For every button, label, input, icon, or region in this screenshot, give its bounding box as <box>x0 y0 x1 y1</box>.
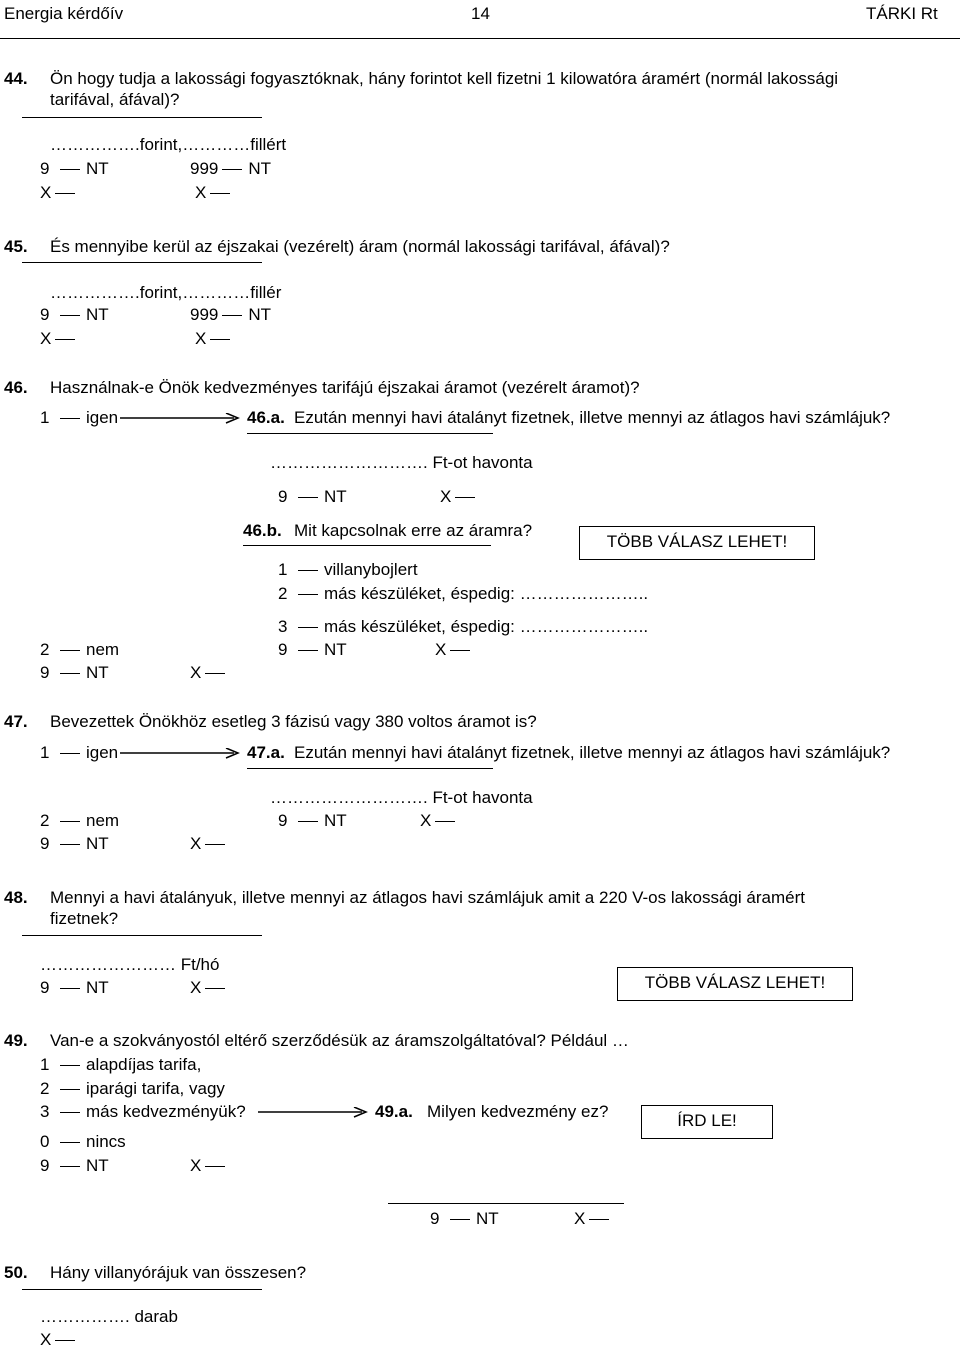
q44-nt999-label: NT <box>248 159 272 178</box>
q48-nt9-option[interactable] <box>40 978 109 998</box>
header-title: Energia kérdőív <box>4 4 124 23</box>
q46b-x-mark <box>435 640 476 660</box>
q49-text: Van-e a szokványostól eltérő szerződésük az áramszolgáltatóval? Például … <box>50 1031 629 1050</box>
x-mark: X <box>190 834 202 853</box>
q49a-nt9-label: NT <box>476 1209 499 1228</box>
q46a-nt9-label: NT <box>324 487 347 506</box>
q49-number: 49. <box>4 1031 28 1050</box>
q45-number: 45. <box>4 237 28 256</box>
q49-nt9-code: 9 <box>40 1156 50 1175</box>
q47a-x-mark <box>420 811 461 831</box>
q45-nt999-code: 999 <box>190 305 219 324</box>
x-mark: X <box>195 329 207 348</box>
q46b-multi-answer-badge: TÖBB VÁLASZ LEHET! <box>579 526 815 560</box>
q48-nt9-label: NT <box>86 978 109 997</box>
q49-opt2-code: 2 <box>40 1079 50 1098</box>
q49-option-iparagi[interactable] <box>40 1079 225 1099</box>
q46b-number: 46.b. <box>243 521 282 540</box>
q49-option-nincs[interactable] <box>40 1132 126 1152</box>
q49a-nt9-option[interactable] <box>430 1209 499 1229</box>
q45-nt9-code: 9 <box>40 305 50 324</box>
x-mark: X <box>190 1156 202 1175</box>
q45-underline <box>22 262 262 263</box>
q46-nt9-code: 9 <box>40 663 50 682</box>
q47-text: Bevezettek Önökhöz esetleg 3 fázisú vagy 380 voltos áramot is? <box>50 712 537 731</box>
header-org: TÁRKI Rt <box>866 4 938 23</box>
q46-option-nem[interactable] <box>40 640 119 660</box>
q46b-nt9-code: 9 <box>278 640 288 659</box>
q46-igen-code: 1 <box>40 408 50 427</box>
q47-igen-label: igen <box>86 743 119 762</box>
q49-nt9-label: NT <box>86 1156 109 1175</box>
x-mark: X <box>190 663 202 682</box>
q44-nt999-option[interactable] <box>190 159 271 179</box>
q44-nt9-option[interactable] <box>40 159 109 179</box>
q46b-nt9-label: NT <box>324 640 347 659</box>
q48-answer-field[interactable]: …………………… Ft/hó <box>40 955 220 974</box>
q44-nt9-code: 9 <box>40 159 50 178</box>
q47-nem-code: 2 <box>40 811 50 830</box>
q44-answer-field[interactable]: …………….forint,…………fillért <box>50 135 287 154</box>
q45-nt9-label: NT <box>86 305 109 324</box>
q47a-underline <box>247 768 493 769</box>
q45-answer-field[interactable]: …………….forint,…………fillér <box>50 283 282 302</box>
q50-underline <box>22 1289 262 1290</box>
q44-nt9-label: NT <box>86 159 109 178</box>
q49-opt3-code: 3 <box>40 1102 50 1121</box>
x-mark: X <box>40 183 52 202</box>
q47a-number: 47.a. <box>247 743 285 762</box>
q46-text: Használnak-e Önök kedvezményes tarifájú éjszakai áramot (vezérelt áramot)? <box>50 378 640 397</box>
q48-text-line2: fizetnek? <box>50 909 119 928</box>
q48-nt9-code: 9 <box>40 978 50 997</box>
q46-arrow-icon <box>120 413 240 423</box>
x-mark: X <box>40 1330 52 1349</box>
q46b-opt1-label: villanybojlert <box>324 560 418 579</box>
q49-opt3-label: más kedvezményük? <box>86 1102 246 1121</box>
q49-option-mas-kedvezmeny[interactable] <box>40 1102 246 1122</box>
q46-nem-code: 2 <box>40 640 50 659</box>
q49-x-mark <box>190 1156 231 1176</box>
q46-nt9-option[interactable] <box>40 663 109 683</box>
q46b-opt3-label: más készüléket, éspedig: ………………….. <box>324 617 649 636</box>
q45-nt999-label: NT <box>248 305 272 324</box>
q49a-write-in-badge: ÍRD LE! <box>641 1105 773 1139</box>
q47a-nt9-option[interactable] <box>278 811 347 831</box>
q46-number: 46. <box>4 378 28 397</box>
q47-arrow-icon <box>120 748 240 758</box>
q47-option-igen[interactable] <box>40 743 118 763</box>
q46b-option-mas-keszulek-1[interactable] <box>278 584 648 604</box>
q45-text: És mennyibe kerül az éjszakai (vezérelt) áram (normál lakossági tarifával, áfával)? <box>50 237 670 256</box>
q45-nt999-option[interactable] <box>190 305 271 325</box>
q46-nt9-label: NT <box>86 663 109 682</box>
q46b-opt1-code: 1 <box>278 560 288 579</box>
q47-nt9-code: 9 <box>40 834 50 853</box>
q44-x-mark-2 <box>195 183 236 203</box>
q48-text-line1: Mennyi a havi átalányuk, illetve mennyi az átlagos havi számlájuk amit a 220 V-os lakossági áramért <box>50 888 805 907</box>
q48-number: 48. <box>4 888 28 907</box>
q47-option-nem[interactable] <box>40 811 119 831</box>
q46a-underline <box>247 433 493 434</box>
q50-x-mark <box>40 1330 81 1350</box>
q46-x-mark <box>190 663 231 683</box>
q46a-x-mark <box>440 487 481 507</box>
q46a-answer-field[interactable]: ………………………. Ft-ot havonta <box>270 453 533 472</box>
q48-underline <box>22 935 262 936</box>
q49a-answer-line[interactable] <box>388 1203 624 1204</box>
q49a-text: Milyen kedvezmény ez? <box>427 1102 609 1121</box>
q46-option-igen[interactable] <box>40 408 118 428</box>
q47-number: 47. <box>4 712 28 731</box>
q48-x-mark <box>190 978 231 998</box>
x-mark: X <box>40 329 52 348</box>
x-mark: X <box>435 640 447 659</box>
q49-opt0-code: 0 <box>40 1132 50 1151</box>
q46b-nt9-option[interactable] <box>278 640 347 660</box>
q47-nt9-option[interactable] <box>40 834 109 854</box>
q49a-x-mark <box>574 1209 615 1229</box>
q49-opt1-label: alapdíjas tarifa, <box>86 1055 202 1074</box>
q49-arrow-icon <box>258 1107 368 1117</box>
q46a-number: 46.a. <box>247 408 285 427</box>
q44-nt999-code: 999 <box>190 159 219 178</box>
q44-text-line2: tarifával, áfával)? <box>50 90 180 109</box>
q46b-underline <box>243 545 491 546</box>
q47-nt9-label: NT <box>86 834 109 853</box>
x-mark: X <box>420 811 432 830</box>
header-rule <box>0 38 960 39</box>
q50-answer-field[interactable]: ……………. darab <box>40 1307 178 1326</box>
q47-igen-code: 1 <box>40 743 50 762</box>
q46b-opt2-code: 2 <box>278 584 288 603</box>
q50-number: 50. <box>4 1263 28 1282</box>
q46b-text: Mit kapcsolnak erre az áramra? <box>294 521 533 540</box>
q46b-option-mas-keszulek-2[interactable] <box>278 617 648 637</box>
q47a-text: Ezután mennyi havi átalányt fizetnek, illetve mennyi az átlagos havi számlájuk? <box>294 743 891 762</box>
q44-underline <box>22 117 262 118</box>
q46b-opt3-code: 3 <box>278 617 288 636</box>
q49a-nt9-code: 9 <box>430 1209 440 1228</box>
q47-nem-label: nem <box>86 811 120 830</box>
q44-x-mark-1 <box>40 183 81 203</box>
q50-text: Hány villanyórájuk van összesen? <box>50 1263 307 1282</box>
q46-nem-label: nem <box>86 640 120 659</box>
q49a-number: 49.a. <box>375 1102 413 1121</box>
x-mark: X <box>440 487 452 506</box>
x-mark: X <box>574 1209 586 1228</box>
q46-igen-label: igen <box>86 408 119 427</box>
q49-opt2-label: iparági tarifa, vagy <box>86 1079 225 1098</box>
q46b-option-villanybojlert[interactable] <box>278 560 418 580</box>
q46a-nt9-option[interactable] <box>278 487 347 507</box>
q49-opt0-label: nincs <box>86 1132 126 1151</box>
q45-x-mark-1 <box>40 329 81 349</box>
q49-nt9-option[interactable] <box>40 1156 109 1176</box>
x-mark: X <box>190 978 202 997</box>
x-mark: X <box>195 183 207 202</box>
q44-number: 44. <box>4 69 28 88</box>
q45-nt9-option[interactable] <box>40 305 109 325</box>
q47a-nt9-label: NT <box>324 811 347 830</box>
q44-text-line1: Ön hogy tudja a lakossági fogyasztóknak, hány forintot kell fizetni 1 kilowatóra áramért (normál lakossági <box>50 69 839 88</box>
q46a-text: Ezután mennyi havi átalányt fizetnek, illetve mennyi az átlagos havi számlájuk? <box>294 408 891 427</box>
q47a-nt9-code: 9 <box>278 811 288 830</box>
q46b-opt2-label: más készüléket, éspedig: ………………….. <box>324 584 649 603</box>
page-number: 14 <box>471 4 490 23</box>
q49-option-alapdijas[interactable] <box>40 1055 201 1075</box>
q47-x-mark <box>190 834 231 854</box>
q47a-answer-field[interactable]: ………………………. Ft-ot havonta <box>270 788 533 807</box>
q48-multi-answer-badge: TÖBB VÁLASZ LEHET! <box>617 967 853 1001</box>
q45-x-mark-2 <box>195 329 236 349</box>
q49-opt1-code: 1 <box>40 1055 50 1074</box>
q46a-nt9-code: 9 <box>278 487 288 506</box>
